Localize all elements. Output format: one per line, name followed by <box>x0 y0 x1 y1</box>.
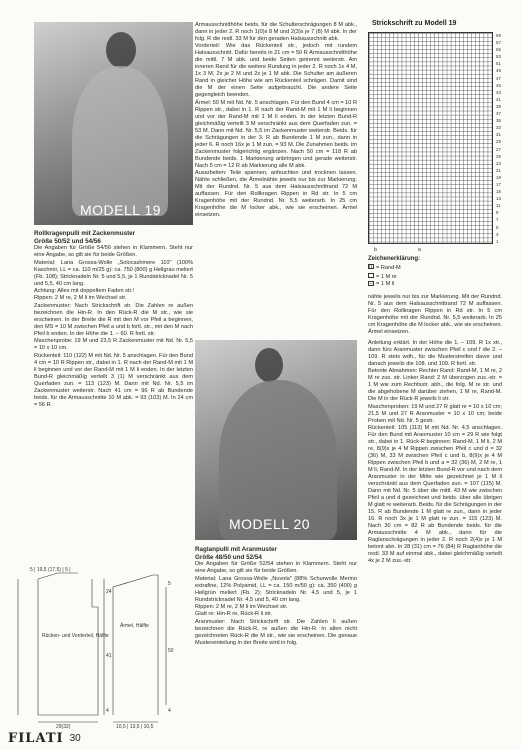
col4-para: Glatt re: Hin-R re, Rück-R li str. <box>195 611 273 618</box>
col2b-text <box>368 294 502 336</box>
chart-row-number: 3 <box>496 231 499 237</box>
right-label: Ärmel, Hälfte <box>120 623 149 629</box>
chart-row-number: 15 <box>496 189 501 195</box>
chart-row-number: 49 <box>496 68 501 74</box>
chart-row-number: 59 <box>496 33 501 38</box>
dim-bottom-right: 10,5 | 13,5 | 10,5 <box>116 724 154 730</box>
chart-row-number: 39 <box>496 103 501 109</box>
col3-para: Maschenproben: 19 M und 27 R glatt re = 10 x 10 cm; 21,5 M und 27 R Aranmuster = 10 x 10 cm; beide Proben mit Nd. Nr. 5 gestr. <box>368 403 502 424</box>
col4-text <box>195 546 357 647</box>
chart-row-number: 5 <box>496 224 499 230</box>
col1-para: Die Angaben für Größe 54/56 stehen in Klammern. Steht nur eine Angabe, so gilt sie für beide Größen. <box>34 245 193 259</box>
col4-para: Die Angaben für Größe 52/54 stehen in Klammern. Steht nur eine Angabe, so gilt sie für beide Größen. <box>195 561 357 575</box>
dim-v1: 24 <box>106 589 112 595</box>
left-label: Rücken- und Vorderteil, Hälfte <box>42 633 109 639</box>
legend-row: – = 1 M li <box>369 281 395 288</box>
knit-symbol <box>368 273 374 278</box>
legend-row: = 1 M re <box>368 273 401 282</box>
legend-row: = Rand-M <box>368 264 401 273</box>
legend-title: Zeichenerklärung: <box>368 256 421 262</box>
col1-para: Rippen: 2 M re, 2 M li im Wechsel str. <box>34 295 127 302</box>
chart-row-number: 57 <box>496 40 501 46</box>
col3-para: Rückenteil: 105 (113) M mit Nd. Nr. 4,5 anschlagen. Für den Bund mit Aranmuster 10 cm = 29 R wie folgt str., dabei in 1. Rück-R beginnen: Rand-M, 1 M li, 2 M re, 8(9)x je 4 M Rippen zwischen Pfeil c und d = 32 (36) M, 33 M zwischen Pfeil c und b, 8(9)x je 4 M Rippen zwischen Pfeil b und a = 32 (36) M, 2 M re, 1 M li, Rand-M. In der letzten Bund-R vor und nach dem Aranmuster in der Mitte wie gezeichnet je 1 M li verschränkt aus dem Querfaden zun. = 107 (115) M. Dann mit Nd. Nr. 5 über die mittl. 43 M wie zwischen Pfeil a und d gezeichnet und beids. über alle übrigen M glatt re weiterarb. Beids. für die Schrägungen in der 15. R ab Bundende 1 M glatt re zun., dann in jeder 16. R noch 3x je 1 M glatt re zun. = 115 (123) M. Nach 30 cm = 82 R ab Bundende beids. für die Armausschnitte 4 M abk., dann für die Raglanschrägungen in jeder 2. R noch 2(4)x je 1 M betont abn. In 28 (31) cm = 76 (84) R Raglanhöhe die restl. 33 M auf einmal abk., dabei gleichmäßig verteilt 4x je 2 M zus.-str. <box>368 425 503 565</box>
col1-title: Rollkragenpulli mit Zackenmuster <box>34 230 136 237</box>
dim-v4: 5 <box>168 581 171 587</box>
sleeve-outline <box>113 575 158 715</box>
col3-text <box>368 340 502 566</box>
col2-para: Vorderteil: Wie das Rückenteil str., jedoch mit rundem Halsausschnitt. Dafür bereits in 21 cm = 50 R Armausschnitthöhe die mittl. 7 M abk. und beide Seiten getrennt weiterstr. Am inneren Rand für die weitere Rundung in jeder 2. R noch 1x 4 M, 1x 3 M, 2x je 2 M und 2x je 1 M abk. Die Schulter am äußeren Rand in gleicher Höhe wie am Rückenteil schrägen. Damit sind die M der einen Seite aufgebraucht. Die andere Seite gegengleich beenden. <box>195 43 357 99</box>
model-head <box>255 348 283 382</box>
chart-row-number: 13 <box>496 196 501 202</box>
chart-row-number: 9 <box>496 210 499 216</box>
brand-logo: FILATI <box>8 731 64 746</box>
col2-para: Armausschnitthöhe beids. für die Schulterschrägungen 8 M abk., dann in jeder 2. R noch 1(0)x 8 M und 2(3)x je 7 (8) M abk. In der folg. R die restl. 33 M für den geraden Halsausschnitt abk. <box>195 22 357 42</box>
chart-row-number: 35 <box>496 118 501 124</box>
chart-row-number: 51 <box>496 61 501 67</box>
chart-row-number: 1 <box>496 238 499 244</box>
model19-label: MODELL 19 <box>80 202 162 218</box>
col4-para: Aranmuster: Nach Strickschrift str. Die Zahlen li außen bezeichnen die Rück-R, re außen die Hin-R. In allen nicht gezeichneten Rück-R die M str., wie sie erscheinen. Die genaue Mustereinteilung in der Breite wird in folg. <box>195 618 357 646</box>
col1-size: Größe 50/52 und 54/56 <box>34 237 101 245</box>
col2-para: Ärmel: 50 M mit Nd. Nr. 5 anschlagen. Für den Bund 4 cm = 10 R Rippen str., dabei in 1. R nach der Rand-M mit 1 M li beginnen und vor der Rand-M mit 1 M li enden. In der letzten Bund-R gleichmäßig verteilt 3 M verschränkt aus dem Querfaden zun. = 53 M. Dann mit Nd. Nr. 5,5 im Zackenmuster weiterstr. Beids. für die Schrägungen in der 3. R ab Bundende 1 M zun., dann in jeder 6. R noch 16x je 1 M zun. = 93 M. Die Zunahmen beids. im Zackenmuster folgerichtig ergänzen. Nach 50 cm = 118 R ab Bundende beids. 1 Markierung anbringen und gerade weiterstr. Nach 5 cm = 12 R ab Markierung alle M abk. <box>195 99 357 169</box>
purl-symbol: – <box>369 281 373 288</box>
chart-row-number: 23 <box>496 160 501 166</box>
model20-label: MODELL 20 <box>229 516 311 532</box>
model20-photo <box>195 340 357 540</box>
chart-row-number: 7 <box>496 217 499 223</box>
dim-v3: 4 <box>106 708 109 714</box>
legend <box>368 264 401 289</box>
col4-title: Raglanpulli mit Aranmuster <box>195 546 277 553</box>
col2b-para: nähte jeweils nur bis zur Markierung. Mit der Rundnd. Nr. 5 aus dem Halsausschnittrand 72 M auffassen. Für den Rollkragen Rippen in Rd str. In 5 cm Kragenhöhe mit der Rundnd. Nr. 5,5 weiterarb. In 25 cm Kragenhöhe die M locker abk., wie sie erscheinen. Ärmel einsetzen. <box>368 294 503 335</box>
page-number: 30 <box>69 733 81 744</box>
col2-text <box>195 22 357 219</box>
col2-para: Ausarbeiten: Teile spannen, anfeuchten und trocknen lassen. Nähte schließen, die Ärmelnähte jeweils nur bis zur Markierung. Mit der Rundnd. Nr. 5 aus dem Halsausschnittrand 72 M auffassen. Für den Rollkragen Rippen in Rd str. In 5 cm Kragenhöhe mit der Rundnd. Nr. 5,5 weiterarb. In 25 cm Kragenhöhe die M locker abk., wie sie erscheinen. Ärmel einsetzen. <box>195 170 357 219</box>
col1-text <box>34 230 193 409</box>
model19-photo <box>34 22 193 225</box>
chart-row-number: 43 <box>496 89 501 95</box>
dim-v5: 50 <box>168 648 174 654</box>
rand-symbol <box>368 264 374 269</box>
chart-row-number: 55 <box>496 47 501 53</box>
body-outline <box>38 579 98 715</box>
arrow-b: b <box>374 247 377 253</box>
dim-top: 5 | 19,5 (17,5) | 5 | <box>30 567 71 573</box>
col3-para: Betonte Abnahmen: Rechter Rand: Rand-M, 1 M re, 2 M re zus. str. Linker Rand: 2 M überzogen zus.-str. = 1 M wie zum Rechtsstr. abh., die folg. M re str. und die abgehobene M darüber ziehen, 1 M re, Rand-M. Die M in der Rück-R jeweils li str. <box>368 368 502 403</box>
footer <box>8 731 81 746</box>
chart-row-number: 45 <box>496 82 501 88</box>
chart-row-number: 25 <box>496 153 501 159</box>
chart-row-number: 33 <box>496 125 501 131</box>
chart-row-number: 19 <box>496 174 501 180</box>
model-head <box>106 32 136 68</box>
col1-para: Rückenteil: 110 (122) M mit Nd. Nr. 5 anschlagen. Für den Bund 4 cm = 10 R Rippen str., dabei in 1. R nach der Rand-M mit 1 M li beginnen und vor der Rand-M mit 1 M li enden. In der letzten Bund-R gleichmäßig verteilt 3 (1) M verschränkt aus dem Querfaden zun. = 113 (123) M. Dann mit Nd. Nr. 5,5 im Zackenmuster weiterstr. Nach 41 cm = 96 R ab Bundende beids. für die Armausschnitte 10 M abk. = 93 (103) M. In 24 cm = 56 R <box>34 352 193 408</box>
chart-row-number: 47 <box>496 75 501 81</box>
col4-para: Material: Lana Grossa-Wolle „Nuvola" (88% Schurwolle Merino extrafine, 12% Polyamid, LL = ca. 150 m/50 g): ca. 350 (400) g Hellgrün meliert (Fb. 2); Stricknadeln Nr. 4,5 und 5, je 1 Rundstricknadel Nr. 4,5 und 5, 40 cm lang. <box>195 575 357 603</box>
chart-row-number: 53 <box>496 54 501 60</box>
chart-title: Strickschrift zu Modell 19 <box>372 20 457 27</box>
chart-row-number: 37 <box>496 111 501 117</box>
model-body <box>72 66 168 216</box>
col1-para: Zackenmuster: Nach Strickschrift str. Die Zahlen re außen bezeichnen die Hin-R. In den Rück-R die M str., wie sie erscheinen. In der Breite die R mit den M vor Pfeil a beginnen, den MS = 10 M zwischen Pfeil a und b fortl. str., mit den M nach Pfeil b enden. In der Höhe die 1. – 60. R fortl. str. <box>34 302 193 337</box>
chart-row-number: 27 <box>496 146 501 152</box>
col1-para: Material: Lana Grossa-Wolle „Solocashmere 110" (100% Kaschmir, LL = ca. 110 m/25 g): ca. 750 (800) g Hellgrau meliert (Fb. 108); Stricknadeln Nr. 5 und 5,5, je 1 Rundstricknadel Nr. 5 und 5,5, 40 cm lang. <box>34 259 193 287</box>
chart-row-number: 41 <box>496 96 501 102</box>
dim-v2: 41 <box>106 653 112 659</box>
col1-para: Maschenprobe: 19 M und 23,5 R Zackenmuster mit Nd. Nr. 5,5 = 10 x 10 cm. <box>34 338 193 352</box>
neck-outline <box>38 573 78 579</box>
size-schematic <box>8 567 193 729</box>
chart-row-number: 29 <box>496 139 501 145</box>
chart-row-numbers <box>496 32 518 245</box>
knitting-chart <box>368 32 493 244</box>
chart-row-number: 31 <box>496 132 501 138</box>
col3-para: Anleitung erklärt. In der Höhe die 1. – 109. R 1x str., dann fürs Aranmuster zwischen Pfeil c und f die 2. – 109. R stets wdh., für die Musterstreifen davor und danach jeweils die 108. und 109. R fortl. str. <box>368 340 502 367</box>
chart-row-number: 11 <box>496 203 501 209</box>
dim-v6: 4 <box>168 708 171 714</box>
arrow-a: a <box>418 247 421 253</box>
col1-para: Achtung: Alles mit doppeltem Faden str.! <box>34 287 135 294</box>
dim-bottom-left: 29(32) <box>56 724 71 730</box>
chart-row-number: 21 <box>496 167 501 173</box>
col4-para: Rippen: 2 M re, 2 M li im Wechsel str. <box>195 603 288 610</box>
col4-size: Größe 48/50 und 52/54 <box>195 553 262 561</box>
chart-row-number: 17 <box>496 181 501 187</box>
